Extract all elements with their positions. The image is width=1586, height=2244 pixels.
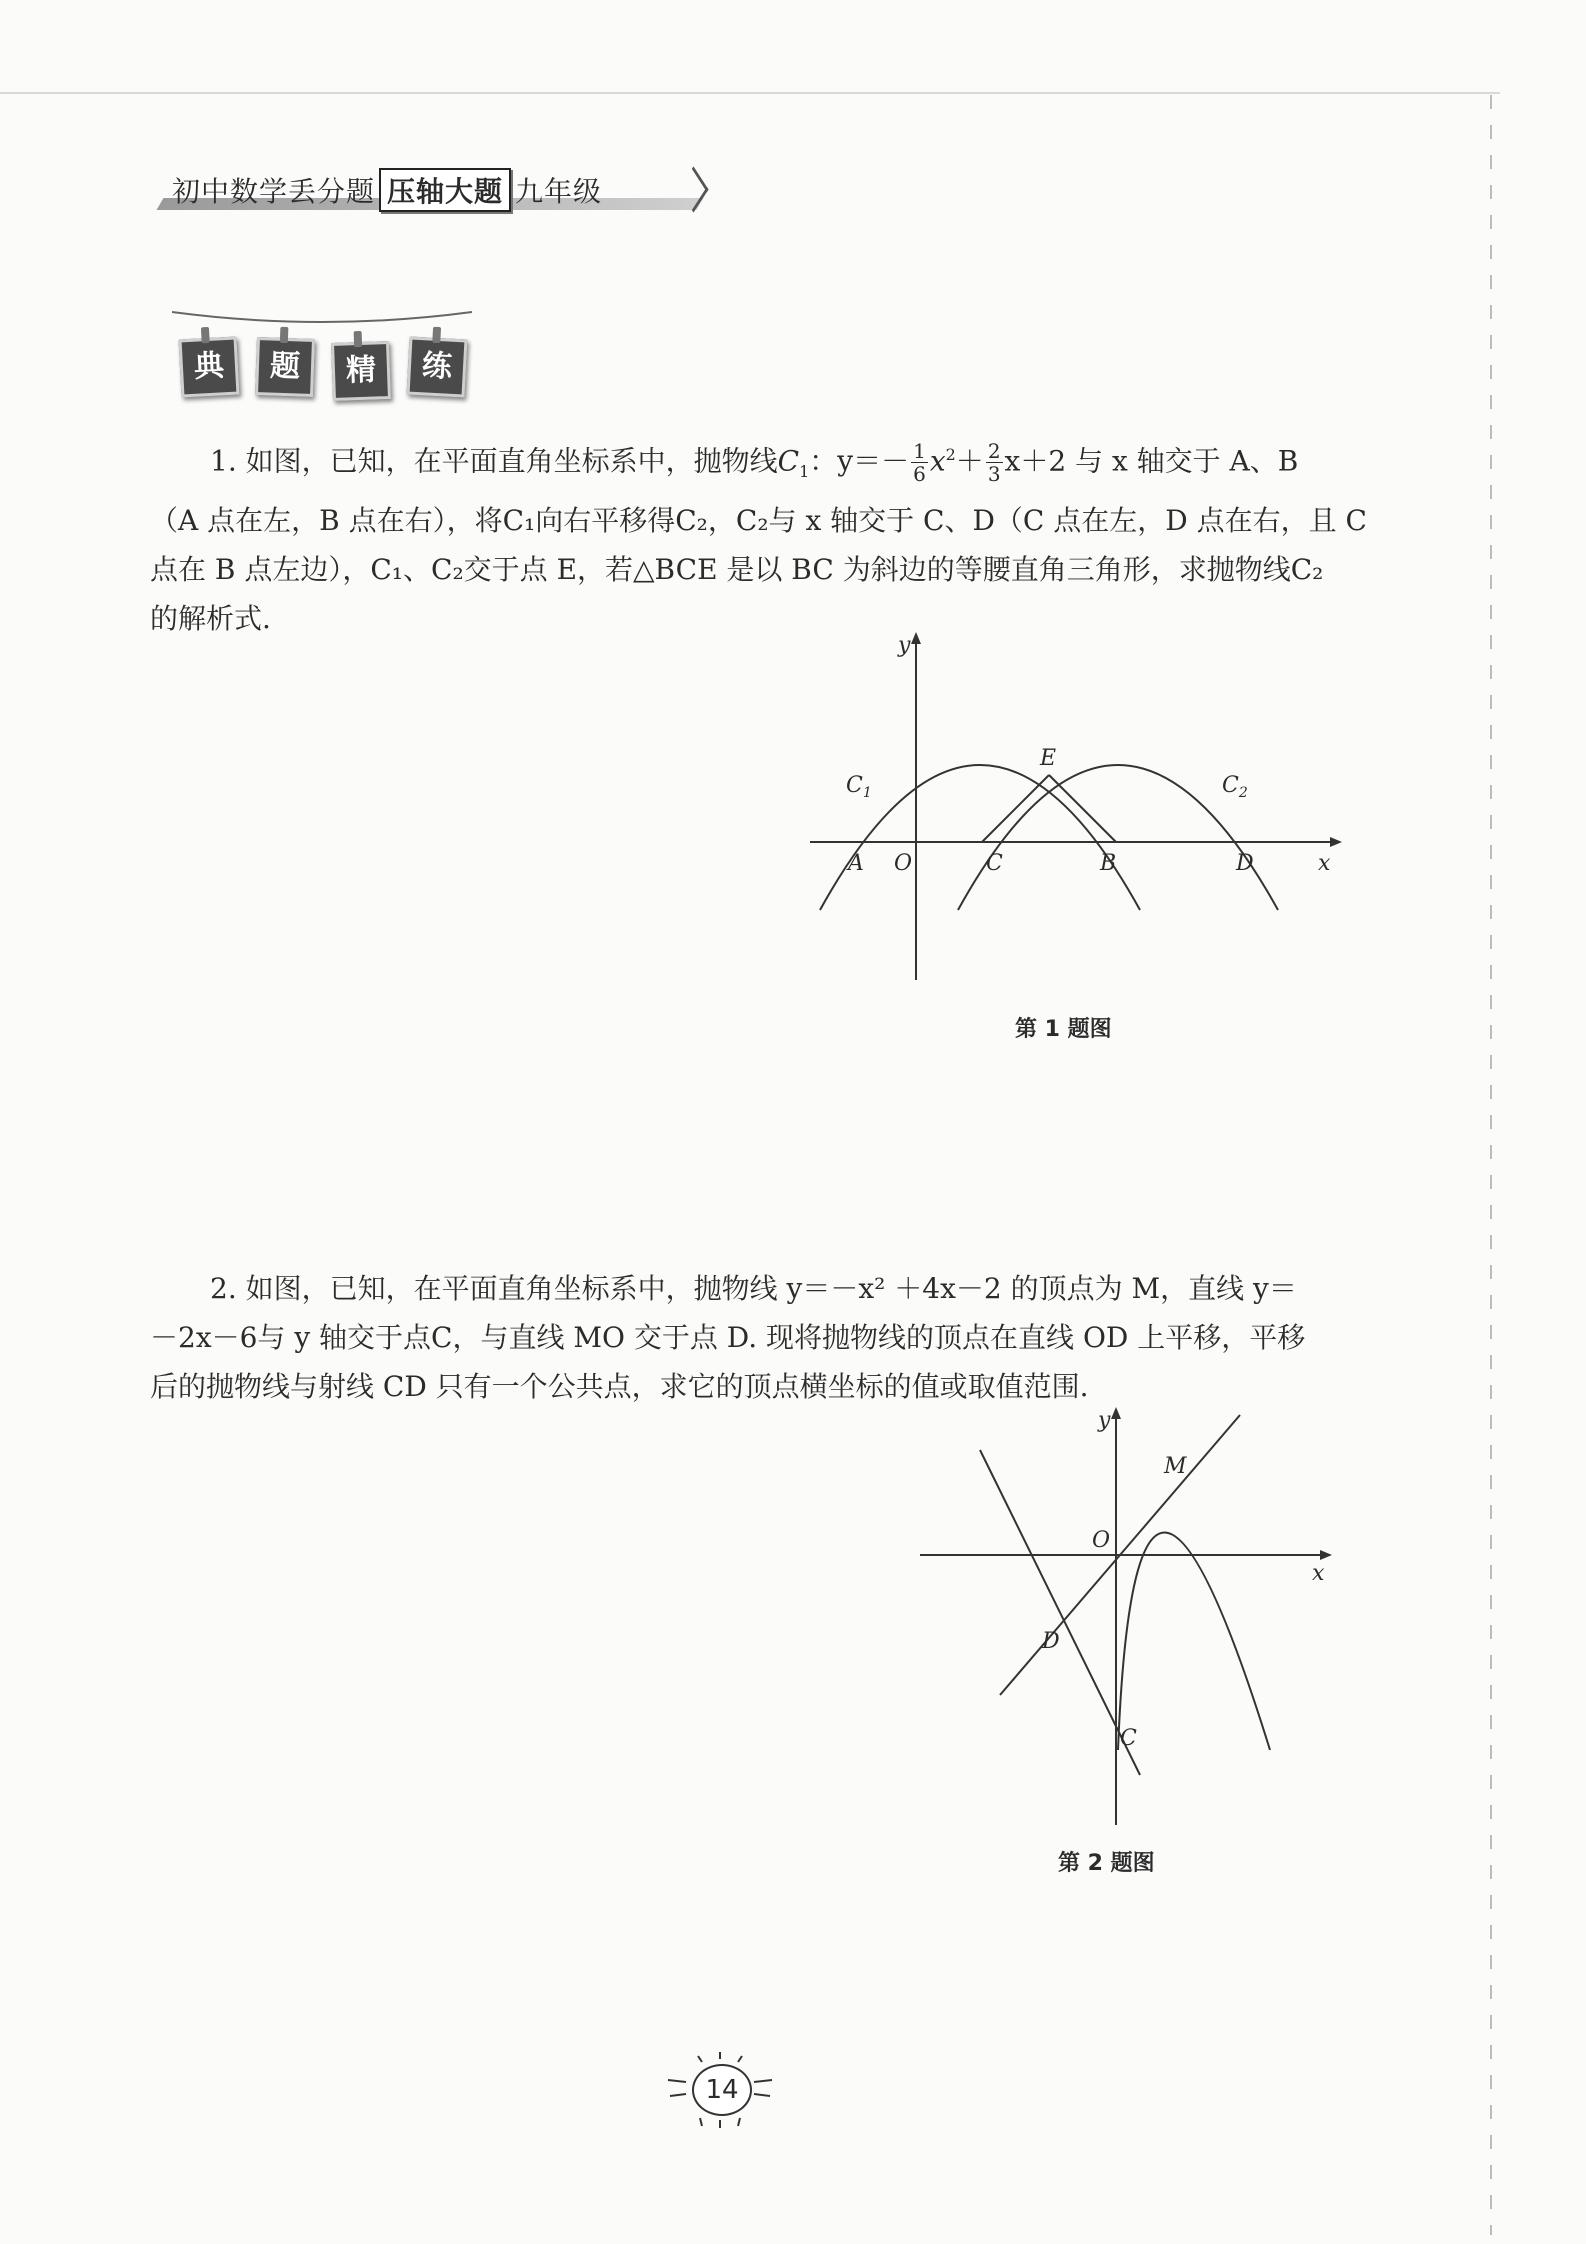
page-number-badge [660,2050,780,2130]
fig1-label-b: B [1100,851,1117,876]
fig2-label-m: M [1164,1454,1187,1479]
pin-icon [354,331,363,347]
segment-ce [982,775,1049,842]
section-banner [172,302,472,412]
figure2 [900,1405,1340,1835]
problem2-line3: 后的抛物线与射线 CD 只有一个公共点，求它的顶点横坐标的值或取值范围. [150,1370,1089,1403]
fig2-label-y: y [1098,1408,1111,1433]
fig2-label-x: x [1312,1561,1325,1586]
fig1-label-o: O [894,851,913,876]
problem1-line2: （A 点在左，B 点在右），将C₁向右平移得C₂，C₂与 x 轴交于 C、D（C 点在左，D 点在右，且 C [150,504,1367,537]
fig1-label-e: E [1040,746,1057,771]
pin-icon [432,327,441,343]
fig1-label-c1: $C_1$ [846,773,872,801]
page-edge [1490,95,1492,2235]
figure1 [800,630,1360,1000]
fig2-label-c: C [1120,1726,1137,1751]
header-suffix: 九年级 [515,175,603,208]
header-title [172,168,602,212]
problem2-line2: －2x－6与 y 轴交于点C，与直线 MO 交于点 D. 现将抛物线的顶点在直线 OD 上平移，平移 [150,1321,1306,1354]
fig1-x-arrow-icon [1330,837,1342,847]
header-boxed-title: 压轴大题 [379,168,511,212]
banner-rope [172,306,472,326]
top-rule [0,92,1500,94]
fig2-label-d: D [1042,1629,1060,1654]
fig1-label-y: y [898,633,911,658]
fig1-label-c2: $C_2$ [1222,773,1248,801]
book-header [160,162,695,210]
parabola [1118,1533,1270,1751]
fraction-one-sixth: $\frac{1}{6}$ [913,439,926,487]
header-prefix: 初中数学丢分题 [172,175,376,208]
page-number: 14 [692,2064,752,2116]
figure2-caption: 第 2 题图 [1058,1851,1155,1876]
fig1-label-x: x [1318,851,1331,876]
pin-icon [280,327,289,343]
banner-tag: 练 [407,337,468,398]
banner-tag: 精 [331,341,391,401]
figure1-caption: 第 1 题图 [1015,1017,1112,1042]
problem1-line4: 的解析式. [150,602,271,635]
problem2-line1: 2. 如图，已知，在平面直角坐标系中，抛物线 y＝－x² ＋4x－2 的顶点为 M，直线 y＝ [210,1272,1297,1305]
banner-tag: 典 [179,337,240,398]
banner-tag: 题 [255,337,315,397]
fig1-y-arrow-icon [911,632,921,644]
pin-icon [201,327,210,343]
fig1-label-d: D [1236,851,1254,876]
fig2-x-arrow-icon [1320,1550,1332,1560]
problem1-line3: 点在 B 点左边），C₁、C₂交于点 E，若△BCE 是以 BC 为斜边的等腰直角三角形，求抛物线C₂ [150,553,1324,586]
fig2-y-arrow-icon [1111,1407,1121,1419]
fig1-label-a: A [848,851,864,876]
segment-be [1049,775,1116,842]
problem1-line1: 1. 如图，已知，在平面直角坐标系中，抛物线$C_1$：y＝－ $\frac{1}{6}$ $x^2+$ $\frac{2}{3}$ x＋2 与 x 轴交于 A、B [210,439,1299,487]
fig2-label-o: O [1092,1528,1111,1553]
fig1-label-c: C [986,851,1003,876]
fraction-two-thirds: $\frac{2}{3}$ [987,439,1001,487]
